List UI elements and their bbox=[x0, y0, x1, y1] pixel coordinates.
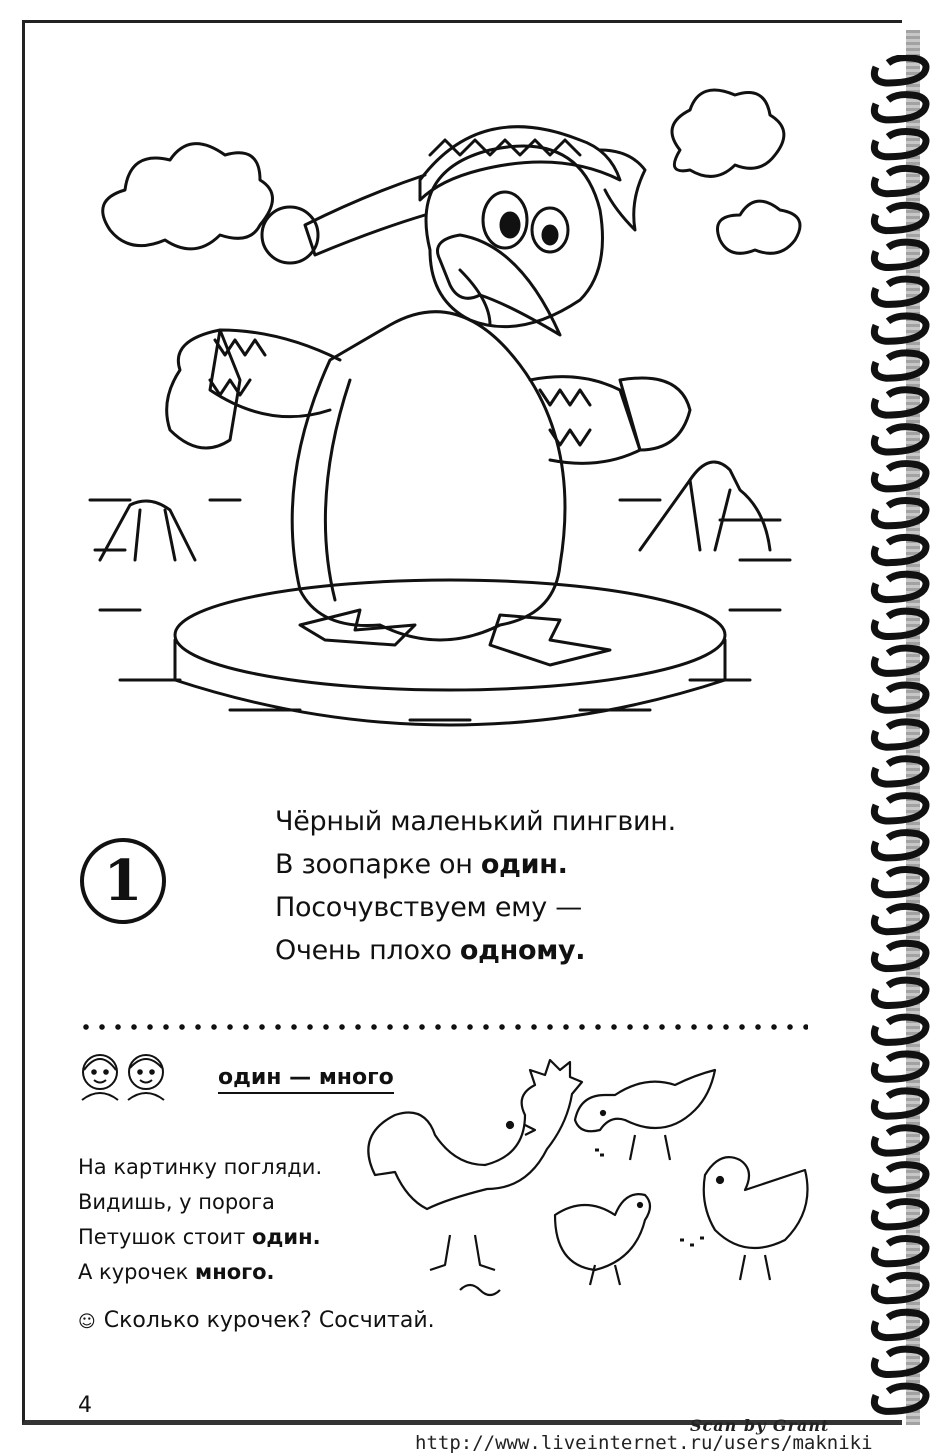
spiral-ring bbox=[874, 427, 926, 452]
spiral-hole bbox=[884, 1100, 892, 1108]
poem-line: Петушок стоит один. bbox=[78, 1225, 321, 1249]
spiral-ring bbox=[874, 500, 926, 525]
spiral-hole bbox=[884, 252, 892, 260]
exercise-number-badge bbox=[80, 838, 166, 924]
spiral-ring bbox=[874, 1165, 926, 1190]
spiral-hole bbox=[884, 362, 892, 370]
spiral-ring bbox=[874, 833, 926, 858]
spiral-hole bbox=[884, 657, 892, 665]
penguin-poem bbox=[275, 800, 676, 972]
spiral-hole bbox=[884, 1248, 892, 1256]
spiral-hole bbox=[884, 547, 892, 555]
poem-line: Очень плохо одному. bbox=[275, 935, 586, 966]
poem-line: Видишь, у порога bbox=[78, 1190, 275, 1214]
spiral-ring bbox=[874, 1202, 926, 1227]
spiral-ring bbox=[874, 943, 926, 968]
spiral-hole bbox=[884, 325, 892, 333]
spiral-hole bbox=[884, 842, 892, 850]
scan-credit: Scan by Grant bbox=[690, 1416, 830, 1435]
spiral-ring bbox=[874, 611, 926, 636]
spiral-ring bbox=[874, 353, 926, 378]
spiral-ring bbox=[874, 279, 926, 304]
topic-heading: один — много bbox=[218, 1065, 394, 1094]
spiral-ring bbox=[874, 537, 926, 562]
spiral-ring bbox=[874, 980, 926, 1005]
left-arm bbox=[210, 330, 340, 417]
spiral-hole bbox=[884, 694, 892, 702]
penguin-illustration bbox=[80, 80, 810, 730]
spiral-ring bbox=[874, 58, 926, 83]
spiral-hole bbox=[884, 1211, 892, 1219]
ice-floe bbox=[175, 580, 725, 690]
spiral-ring bbox=[874, 464, 926, 489]
cloud-right-top bbox=[672, 90, 784, 176]
spiral-ring bbox=[874, 1238, 926, 1263]
poem-line: Посочувствуем ему — bbox=[275, 892, 582, 923]
spiral-hole bbox=[884, 67, 892, 75]
spiral-ring bbox=[874, 1054, 926, 1079]
hen-middle bbox=[555, 1194, 650, 1285]
dotted-divider bbox=[78, 1022, 808, 1032]
hen-top bbox=[575, 1070, 715, 1160]
poem-line: А курочек много. bbox=[78, 1260, 275, 1284]
smiley-icon: ☺ bbox=[78, 1312, 96, 1332]
spiral-ring bbox=[874, 906, 926, 931]
spiral-ring bbox=[874, 1017, 926, 1042]
spiral-hole bbox=[884, 1395, 892, 1403]
spiral-hole bbox=[884, 768, 892, 776]
spiral-ring bbox=[874, 1312, 926, 1337]
spiral-ring bbox=[874, 242, 926, 267]
spiral-ring bbox=[874, 685, 926, 710]
spiral-hole bbox=[884, 141, 892, 149]
spiral-hole bbox=[884, 879, 892, 887]
spiral-hole bbox=[884, 1359, 892, 1367]
spiral-ring bbox=[874, 869, 926, 894]
rooster-and-hens-illustration bbox=[355, 1055, 815, 1310]
spiral-ring bbox=[874, 1128, 926, 1153]
spiral-hole bbox=[884, 990, 892, 998]
spiral-binding bbox=[868, 55, 938, 1425]
spiral-ring bbox=[874, 1386, 926, 1411]
poem-line: На картинку погляди. bbox=[78, 1155, 323, 1179]
spiral-ring bbox=[874, 1349, 926, 1374]
spiral-hole bbox=[884, 1026, 892, 1034]
spiral-hole bbox=[884, 399, 892, 407]
penguin-hat bbox=[420, 127, 620, 200]
spiral-hole bbox=[884, 584, 892, 592]
poem-line: Чёрный маленький пингвин. bbox=[275, 806, 676, 837]
spiral-hole bbox=[884, 916, 892, 924]
spiral-ring bbox=[874, 390, 926, 415]
spiral-ring bbox=[874, 1091, 926, 1116]
rooster-poem bbox=[78, 1150, 322, 1290]
spiral-hole bbox=[884, 805, 892, 813]
spiral-hole bbox=[884, 953, 892, 961]
poem-line: В зоопарке он один. bbox=[275, 849, 568, 880]
hen-right bbox=[704, 1157, 808, 1280]
spiral-hole bbox=[884, 1174, 892, 1182]
spiral-hole bbox=[884, 510, 892, 518]
spiral-hole bbox=[884, 621, 892, 629]
spiral-hole bbox=[884, 731, 892, 739]
spiral-hole bbox=[884, 473, 892, 481]
cloud-left bbox=[103, 144, 273, 249]
rooster bbox=[368, 1060, 582, 1295]
cloud-right-small bbox=[718, 201, 801, 253]
exercise-number: 1 bbox=[103, 848, 143, 914]
spiral-hole bbox=[884, 178, 892, 186]
spiral-ring bbox=[874, 131, 926, 156]
spiral-ring bbox=[874, 316, 926, 341]
spiral-ring bbox=[874, 1275, 926, 1300]
spiral-ring bbox=[874, 796, 926, 821]
question-text: Сколько курочек? Сосчитай. bbox=[103, 1308, 435, 1333]
spiral-ring bbox=[874, 574, 926, 599]
spiral-hole bbox=[884, 215, 892, 223]
counting-question bbox=[78, 1308, 435, 1333]
spiral-hole bbox=[884, 104, 892, 112]
iceberg-right bbox=[640, 462, 770, 550]
children-faces-icon bbox=[78, 1050, 170, 1102]
spiral-hole bbox=[884, 1285, 892, 1293]
watermark-url: http://www.liveinternet.ru/users/makniki bbox=[415, 1432, 873, 1454]
spiral-hole bbox=[884, 436, 892, 444]
spiral-ring bbox=[874, 168, 926, 193]
spiral-hole bbox=[884, 288, 892, 296]
page-number: 4 bbox=[78, 1393, 92, 1418]
spiral-hole bbox=[884, 1137, 892, 1145]
spiral-hole bbox=[884, 1322, 892, 1330]
spiral-ring bbox=[874, 648, 926, 673]
spiral-ring bbox=[874, 722, 926, 747]
spiral-ring bbox=[874, 759, 926, 784]
spiral-ring bbox=[874, 205, 926, 230]
spiral-ring bbox=[874, 95, 926, 120]
spiral-hole bbox=[884, 1063, 892, 1071]
